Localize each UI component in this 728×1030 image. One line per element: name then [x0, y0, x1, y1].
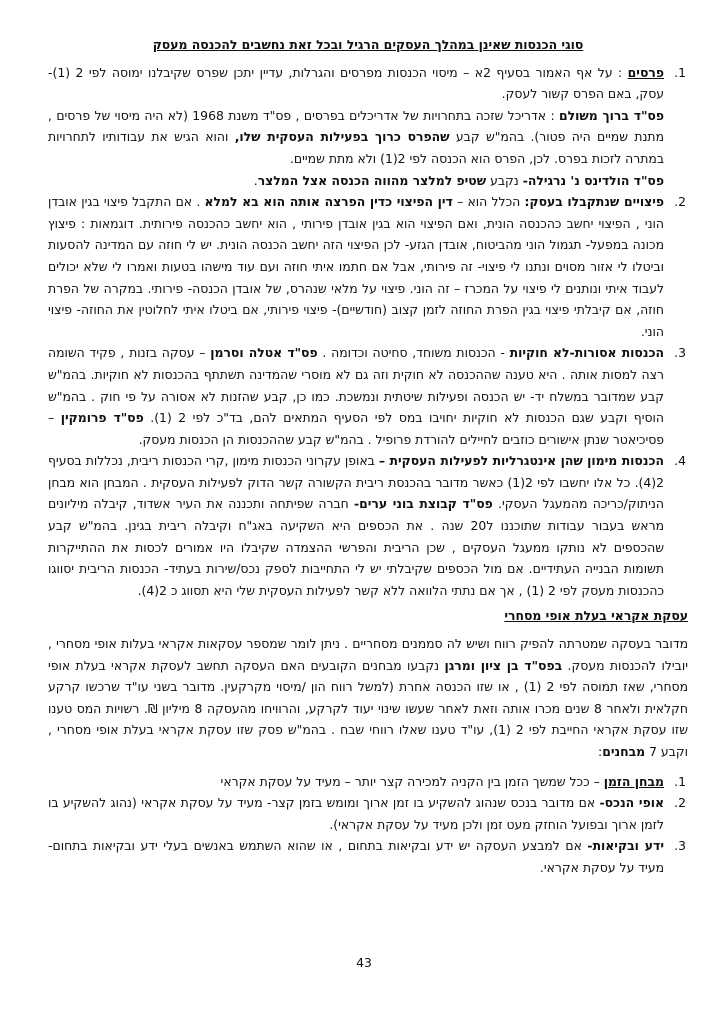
page-number: 43 [356, 955, 372, 971]
list-number: 2. [674, 795, 686, 811]
item-text: נקבע [486, 172, 523, 188]
emphasis-text: שהפרס כרוך בפעילות העסקית שלו, [234, 129, 450, 145]
item-text: . אם התקבל פיצוי בגין אובדן הוני , הפיצוי יחשב כהכנסה הונית, ואם הפיצוי הוא בגין אובדן פירותי , הוא יחשב כהכנסה פירותית. דוגמאות : פיצוץ מכונה במפעל- תגמול הוני מהביטוח, אובדן הגזע- לכן הפיצוי הזה יחשב הכנסה הונית. יש לי חוזה עם המדינה להסעות וביטלו לי אזור מסוים ונתנו לי פיצוי- זה פירותי, אבל אם חתמו איתי חוזה ועם עוד מישהו בטעות ואמרו לי שלא יכולים לעבוד איתי ונותנים לי פיצוי על המכרז – זה הוני. פיצוי על מלאי שנהרס, של אובדן הכנסה- פירותי. במקרה של הפרת חוזה, אם קיבלתי פיצוי בגין הפרת החוזה לזמן קצוב (חודשיים)- פיצוי פירותי, אם ביטלו איתי לחלוטין את החוזה- פיצוי הוני. [48, 194, 664, 339]
case-name: בפס"ד בן ציון ומרגן [444, 657, 563, 673]
item-heading: פרסים [627, 64, 664, 80]
page-title: סוגי הכנסות שאינן במהלך העסקים הרגיל ובכל זאת נחשבים להכנסה מעסק [152, 37, 584, 52]
item-text: אם מדובר בנכס שנהוג להשקיע בו זמן ארוך ומומש בזמן קצר- מעיד על עסקת אקראי (נהוג להשקיע בו לזמן ארוך ובפועל הוחזק מעט זמן ולכן מעיד על עסקת אקראי). [48, 795, 664, 832]
item-text: חברה שפיתחה ותכננה את העיר אשדוד, קיבלה מיליונים מראש בעבור עבודות שתוכננו ל20 שנה . את הכספים היא השקיעה באג"ח וקיבלה ריבית בגינן. בהמ"ש קבע שהכספים לא נותקו ממעגל העסקים , שכן הריבית והפרשי ההצמדה שקיבלו היו אמורים לכסות את ההתייקרות תשומות הבנייה העתידיים. אם מול הכספים שקיבלתי יש לי התחייבות לספק נכס/שירות בעתיד- הכנסות הריבית יסווגו כהכנסות מעסק לפי 2 (1) , אך אם נתתי הלוואה ללא קשר לפעילות העסקית שלי היא תסווג כ 2(4). [48, 496, 664, 598]
item-text: והוא הגיש את עבודותיו לתחרויות במתרה לזכות בפרס. לכן, הפרס הוא הכנסה לפי 2(1) ולא מתת שמיים. [48, 129, 664, 166]
list-number: 2. [674, 194, 686, 210]
emphasis-text: מבחנים [602, 744, 646, 759]
list-item-time-test [48, 771, 688, 793]
item-text: באופן עקרוני הכנסות מימון ,קרי הכנסות ריבית, נכללות בסעיף 2(4). כל אלו יחשבו לפי 2(1) כאשר מדובר בהכנסת ריבית הקשורה קשר הדוק לפעילות העסקית . המבחן הוא מבחן הניתוק/כריכה מהמעגל העסקי. [48, 453, 664, 512]
tests-list [48, 771, 688, 879]
list-number: 3. [674, 838, 686, 854]
list-item-financing-income [48, 450, 688, 601]
paragraph-text: נקבעו מבחנים הקובעים האם העסקה תחשב לעסקת אקראי בעלת אופי מסחרי, שאז תמוסה לפי 2 (1) , או שזו הכנסה אחרת (למשל רווח הון /מיסוי מקרקעין. מדובר בשני עו"ד שרכשו קרקע חקלאית ולאחר 8 שנים מכרו אותה וזאת לאחר שעשו שינוי יעוד לקרקע, והרוויחו מהעסקה 8 מיליון ₪. רשויות המס טענו שזו עסקת אקראי החייבת לפי 2 (1), עו"ד טענו שאלו רווחי שבח . בהמ"ש פסק שזו עסקת אקראי בעלת אופי מסחרי , וקבע 7 [48, 657, 689, 759]
item-text: – עסקה בזנות , פקיד השומה רצה למסות אותה . היא טענה שההכנסה לא חוקית וזה גם לא מוסרי שהמדינה תשתתף בהכנסות לא חוקיות. בהמ"ש קבע שמדובר במשלח יד- יש הכנסה ופעילות שיטתית ונמשכת. כמו כן, קבע שהזנות לא אסורה על פי חוק . בהמ"ש הוסיף וקבע שגם הכנסות לא חוקיות יחויבו במס לפי הסעיף המתאים להם, בד"כ לפי 2 (1). [48, 345, 664, 426]
item-text: – פסיכיאטר שנתן אישורים כוזבים לחיילים להורדת פרופיל . בהמ"ש קבע שההכנסות הן הכנסות מעסק. [48, 410, 664, 447]
emphasis-text: שטיפ למלצר מהווה הכנסה אצל המלצר [257, 172, 487, 188]
item-text: הכלל הוא – [452, 194, 525, 210]
section-paragraph [48, 633, 688, 763]
item-text: – ככל שמשך הזמן בין הקניה למכירה קצר יותר – מעיד על עסקת אקראי [220, 773, 604, 789]
list-item-knowledge-test [48, 835, 688, 878]
case-name: פס"ד הולדינס נ' נרגילה- [522, 172, 664, 188]
item-text: . [253, 172, 258, 188]
case-name: פס"ד ברוך משולם [559, 107, 665, 123]
item-heading: הכנסות מימון שהן אינטגרליות לפעילות העסקית – [378, 453, 664, 469]
emphasis-text: דין הפיצוי כדין הפרצה אותה הוא בא למלא [204, 194, 453, 210]
case-name: פס"ד פרומקין [60, 410, 144, 426]
list-number: 1. [674, 64, 686, 80]
page-content [48, 34, 688, 879]
list-number: 3. [674, 345, 686, 361]
item-text: : על אף האמור בסעיף 2א – מיסוי הכנסות מפרסים והגרלות, עדיין יתכן שפרס שקיבלנו ימוסה לפי 2 (1)- עסק, באם הפרס קשור לעסק. [48, 64, 664, 102]
item-text: - הכנסות משוחד, סחיטה וכדומה . [317, 345, 510, 361]
item-text: אם למבצע העסקה יש ידע ובקיאות בתחום , או שהוא השתמש באנשים בעלי ידע ובקיאות בתחום- מעיד על עסקת אקראי. [48, 838, 664, 875]
item-heading: ידע ובקיאות- [587, 838, 664, 854]
item-text: : אדריכל שזכה בתחרויות של אדריכלים בפרסים , פס"ד משנת 1968 (לא היה מיסוי של פרסים , מתנת שמיים היה פטור). בהמ"ש קבע [48, 107, 664, 145]
case-name: פס"ד אטלה וסרמן [210, 345, 318, 361]
list-item-illegal-income [48, 342, 688, 450]
item-heading: הכנסות אסורות-לא חוקיות [509, 345, 664, 361]
list-number: 4. [674, 453, 686, 469]
paragraph-text: : [598, 744, 603, 759]
list-item-prizes [48, 62, 688, 192]
section-heading: עסקת אקראי בעלת אופי מסחרי [504, 608, 688, 624]
case-name: פס"ד קבוצת בוני ערים- [354, 496, 493, 512]
list-item-asset-nature-test [48, 792, 688, 835]
list-number: 1. [674, 773, 686, 789]
income-types-list [48, 62, 688, 602]
item-heading: אופי הנכס- [599, 795, 664, 811]
list-item-compensation [48, 191, 688, 342]
paragraph-text: מדובר בעסקה שמטרתה להפיק רווח ושיש לה סממנים מסחריים . ניתן לומר שמספר עסקאות אקראי בעלות אופי מסחרי , יובילו להכנסות מעסק. [48, 636, 688, 673]
item-heading: מבחן הזמן [603, 773, 664, 789]
item-heading: פיצויים שנתקבלו בעסק: [524, 194, 665, 210]
